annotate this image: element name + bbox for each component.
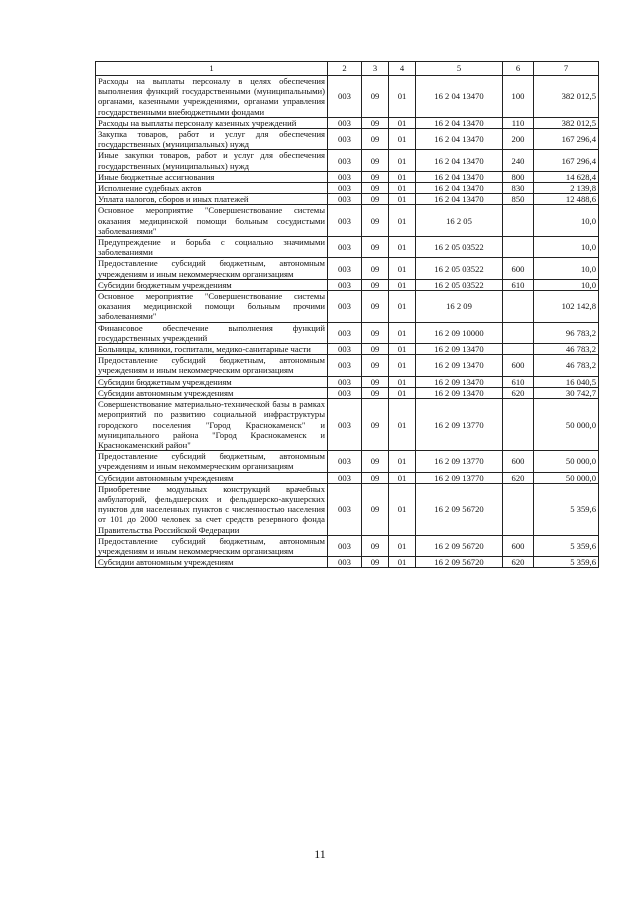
table-row bbox=[96, 291, 599, 323]
row-target-code: 16 2 04 13470 bbox=[416, 76, 503, 118]
row-ministry-code: 003 bbox=[328, 535, 362, 556]
row-name: Больницы, клиники, госпитали, медико-санитарные части bbox=[96, 344, 328, 355]
row-amount: 50 000,0 bbox=[534, 451, 599, 472]
row-subsection-code: 01 bbox=[389, 129, 416, 150]
row-expense-type: 620 bbox=[503, 557, 534, 568]
row-name: Уплата налогов, сборов и иных платежей bbox=[96, 194, 328, 205]
row-amount: 102 142,8 bbox=[534, 291, 599, 323]
row-amount: 167 296,4 bbox=[534, 129, 599, 150]
row-target-code: 16 2 04 13470 bbox=[416, 183, 503, 194]
row-expense-type: 620 bbox=[503, 472, 534, 483]
table-row bbox=[96, 483, 599, 535]
row-name: Финансовое обеспечение выполнения функций государственных учреждений bbox=[96, 322, 328, 343]
row-section-code: 09 bbox=[362, 237, 389, 258]
row-subsection-code: 01 bbox=[389, 376, 416, 387]
row-section-code: 09 bbox=[362, 355, 389, 376]
row-section-code: 09 bbox=[362, 150, 389, 171]
table-row bbox=[96, 399, 599, 451]
row-target-code: 16 2 05 03522 bbox=[416, 258, 503, 279]
header-col-2: 2 bbox=[328, 62, 362, 76]
row-section-code: 09 bbox=[362, 171, 389, 182]
row-amount: 10,0 bbox=[534, 237, 599, 258]
table-row bbox=[96, 205, 599, 237]
row-ministry-code: 003 bbox=[328, 258, 362, 279]
header-col-4: 4 bbox=[389, 62, 416, 76]
row-name: Совершенствование материально-технической базы в рамках мероприятий по развитию социальной инфраструктуры городского поселения "Город Краснокаменск" и муниципального района "Город Краснокаменск и Краснокаменский район" bbox=[96, 399, 328, 451]
row-target-code: 16 2 09 56720 bbox=[416, 483, 503, 535]
table-row bbox=[96, 194, 599, 205]
row-ministry-code: 003 bbox=[328, 399, 362, 451]
row-section-code: 09 bbox=[362, 258, 389, 279]
row-subsection-code: 01 bbox=[389, 76, 416, 118]
row-name: Исполнение судебных актов bbox=[96, 183, 328, 194]
row-target-code: 16 2 05 bbox=[416, 205, 503, 237]
row-subsection-code: 01 bbox=[389, 535, 416, 556]
row-subsection-code: 01 bbox=[389, 322, 416, 343]
row-amount: 382 012,5 bbox=[534, 117, 599, 128]
row-name: Предоставление субсидий бюджетным, автономным учреждениям и иным некоммерческим организациям bbox=[96, 355, 328, 376]
row-name: Предоставление субсидий бюджетным, автономным учреждениям и иным некоммерческим организациям bbox=[96, 535, 328, 556]
row-expense-type: 240 bbox=[503, 150, 534, 171]
row-subsection-code: 01 bbox=[389, 117, 416, 128]
row-name: Иные бюджетные ассигнования bbox=[96, 171, 328, 182]
row-amount: 14 628,4 bbox=[534, 171, 599, 182]
row-amount: 10,0 bbox=[534, 279, 599, 290]
table-row bbox=[96, 451, 599, 472]
table-row bbox=[96, 557, 599, 568]
row-section-code: 09 bbox=[362, 472, 389, 483]
row-ministry-code: 003 bbox=[328, 483, 362, 535]
row-section-code: 09 bbox=[362, 557, 389, 568]
row-expense-type: 110 bbox=[503, 117, 534, 128]
row-ministry-code: 003 bbox=[328, 237, 362, 258]
table-row bbox=[96, 355, 599, 376]
row-section-code: 09 bbox=[362, 279, 389, 290]
row-section-code: 09 bbox=[362, 483, 389, 535]
row-amount: 16 040,5 bbox=[534, 376, 599, 387]
row-amount: 10,0 bbox=[534, 205, 599, 237]
row-name: Субсидии автономным учреждениям bbox=[96, 472, 328, 483]
row-expense-type bbox=[503, 237, 534, 258]
table-row bbox=[96, 150, 599, 171]
row-target-code: 16 2 04 13470 bbox=[416, 129, 503, 150]
table-header-row bbox=[96, 62, 599, 76]
row-expense-type: 610 bbox=[503, 279, 534, 290]
row-section-code: 09 bbox=[362, 291, 389, 323]
row-name: Субсидии автономным учреждениям bbox=[96, 387, 328, 398]
header-col-5: 5 bbox=[416, 62, 503, 76]
row-amount: 382 012,5 bbox=[534, 76, 599, 118]
row-amount: 167 296,4 bbox=[534, 150, 599, 171]
row-expense-type bbox=[503, 322, 534, 343]
row-section-code: 09 bbox=[362, 451, 389, 472]
row-expense-type bbox=[503, 483, 534, 535]
row-target-code: 16 2 05 03522 bbox=[416, 279, 503, 290]
row-ministry-code: 003 bbox=[328, 129, 362, 150]
row-target-code: 16 2 09 13770 bbox=[416, 399, 503, 451]
row-ministry-code: 003 bbox=[328, 117, 362, 128]
table-row bbox=[96, 76, 599, 118]
header-col-6: 6 bbox=[503, 62, 534, 76]
row-section-code: 09 bbox=[362, 344, 389, 355]
row-target-code: 16 2 09 bbox=[416, 291, 503, 323]
row-target-code: 16 2 09 56720 bbox=[416, 535, 503, 556]
row-amount: 10,0 bbox=[534, 258, 599, 279]
row-ministry-code: 003 bbox=[328, 472, 362, 483]
row-amount: 12 488,6 bbox=[534, 194, 599, 205]
row-section-code: 09 bbox=[362, 194, 389, 205]
row-expense-type: 850 bbox=[503, 194, 534, 205]
row-amount: 96 783,2 bbox=[534, 322, 599, 343]
row-amount: 50 000,0 bbox=[534, 472, 599, 483]
page-number: 11 bbox=[314, 847, 326, 861]
row-target-code: 16 2 04 13470 bbox=[416, 171, 503, 182]
table-row bbox=[96, 171, 599, 182]
row-amount: 5 359,6 bbox=[534, 557, 599, 568]
row-expense-type: 100 bbox=[503, 76, 534, 118]
row-expense-type bbox=[503, 399, 534, 451]
row-ministry-code: 003 bbox=[328, 451, 362, 472]
header-col-3: 3 bbox=[362, 62, 389, 76]
row-name: Расходы на выплаты персоналу казенных учреждений bbox=[96, 117, 328, 128]
row-expense-type bbox=[503, 344, 534, 355]
row-target-code: 16 2 04 13470 bbox=[416, 150, 503, 171]
row-name: Иные закупки товаров, работ и услуг для обеспечения государственных (муниципальных) нужд bbox=[96, 150, 328, 171]
row-subsection-code: 01 bbox=[389, 205, 416, 237]
row-section-code: 09 bbox=[362, 399, 389, 451]
row-subsection-code: 01 bbox=[389, 399, 416, 451]
row-ministry-code: 003 bbox=[328, 291, 362, 323]
row-name: Основное мероприятие "Совершенствование системы оказания медицинской помощи больным сосудистыми заболеваниями" bbox=[96, 205, 328, 237]
row-section-code: 09 bbox=[362, 76, 389, 118]
row-target-code: 16 2 09 13470 bbox=[416, 355, 503, 376]
row-ministry-code: 003 bbox=[328, 183, 362, 194]
row-subsection-code: 01 bbox=[389, 387, 416, 398]
row-target-code: 16 2 04 13470 bbox=[416, 194, 503, 205]
row-expense-type: 200 bbox=[503, 129, 534, 150]
row-subsection-code: 01 bbox=[389, 355, 416, 376]
row-section-code: 09 bbox=[362, 376, 389, 387]
row-name: Приобретение модульных конструкций врачебных амбулаторий, фельдшерских и фельдшерско-акушерских пунктов для населенных пунктов с численностью населения от 101 до 2000 человек за счет средств резервного фонда Правительства Российской Федерации bbox=[96, 483, 328, 535]
row-subsection-code: 01 bbox=[389, 279, 416, 290]
row-amount: 46 783,2 bbox=[534, 355, 599, 376]
row-subsection-code: 01 bbox=[389, 483, 416, 535]
row-ministry-code: 003 bbox=[328, 171, 362, 182]
row-subsection-code: 01 bbox=[389, 194, 416, 205]
table-row bbox=[96, 183, 599, 194]
row-target-code: 16 2 09 56720 bbox=[416, 557, 503, 568]
row-ministry-code: 003 bbox=[328, 194, 362, 205]
table-row bbox=[96, 117, 599, 128]
row-subsection-code: 01 bbox=[389, 344, 416, 355]
row-name: Основное мероприятие "Совершенствование системы оказания медицинской помощи больным прочими заболеваниями" bbox=[96, 291, 328, 323]
row-target-code: 16 2 09 13470 bbox=[416, 387, 503, 398]
row-section-code: 09 bbox=[362, 387, 389, 398]
row-amount: 5 359,6 bbox=[534, 483, 599, 535]
row-expense-type: 800 bbox=[503, 171, 534, 182]
row-ministry-code: 003 bbox=[328, 150, 362, 171]
row-expense-type: 610 bbox=[503, 376, 534, 387]
row-name: Закупка товаров, работ и услуг для обеспечения государственных (муниципальных) нужд bbox=[96, 129, 328, 150]
row-section-code: 09 bbox=[362, 183, 389, 194]
row-name: Субсидии автономным учреждениям bbox=[96, 557, 328, 568]
row-section-code: 09 bbox=[362, 205, 389, 237]
budget-table bbox=[95, 61, 599, 568]
row-amount: 2 139,8 bbox=[534, 183, 599, 194]
table-row bbox=[96, 344, 599, 355]
row-name: Субсидии бюджетным учреждениям bbox=[96, 376, 328, 387]
row-subsection-code: 01 bbox=[389, 472, 416, 483]
row-ministry-code: 003 bbox=[328, 279, 362, 290]
row-amount: 5 359,6 bbox=[534, 535, 599, 556]
row-section-code: 09 bbox=[362, 322, 389, 343]
row-target-code: 16 2 05 03522 bbox=[416, 237, 503, 258]
row-ministry-code: 003 bbox=[328, 387, 362, 398]
row-ministry-code: 003 bbox=[328, 76, 362, 118]
row-subsection-code: 01 bbox=[389, 451, 416, 472]
row-amount: 30 742,7 bbox=[534, 387, 599, 398]
table-row bbox=[96, 472, 599, 483]
row-expense-type: 830 bbox=[503, 183, 534, 194]
table-row bbox=[96, 387, 599, 398]
row-subsection-code: 01 bbox=[389, 150, 416, 171]
row-target-code: 16 2 09 13470 bbox=[416, 344, 503, 355]
table-row bbox=[96, 535, 599, 556]
row-target-code: 16 2 09 13470 bbox=[416, 376, 503, 387]
table-row bbox=[96, 376, 599, 387]
row-subsection-code: 01 bbox=[389, 183, 416, 194]
row-expense-type bbox=[503, 291, 534, 323]
row-subsection-code: 01 bbox=[389, 258, 416, 279]
table-row bbox=[96, 322, 599, 343]
row-name: Расходы на выплаты персоналу в целях обеспечения выполнения функций государственными (муниципальными) органами, казенными учреждениями, органами управления государственными внебюджетными фондами bbox=[96, 76, 328, 118]
row-target-code: 16 2 09 10000 bbox=[416, 322, 503, 343]
row-target-code: 16 2 09 13770 bbox=[416, 472, 503, 483]
table-row bbox=[96, 258, 599, 279]
row-section-code: 09 bbox=[362, 129, 389, 150]
row-target-code: 16 2 09 13770 bbox=[416, 451, 503, 472]
row-amount: 46 783,2 bbox=[534, 344, 599, 355]
row-name: Предоставление субсидий бюджетным, автономным учреждениям и иным некоммерческим организациям bbox=[96, 258, 328, 279]
row-subsection-code: 01 bbox=[389, 557, 416, 568]
row-ministry-code: 003 bbox=[328, 557, 362, 568]
row-section-code: 09 bbox=[362, 117, 389, 128]
row-subsection-code: 01 bbox=[389, 171, 416, 182]
row-expense-type: 600 bbox=[503, 258, 534, 279]
row-subsection-code: 01 bbox=[389, 291, 416, 323]
row-ministry-code: 003 bbox=[328, 376, 362, 387]
header-col-1: 1 bbox=[96, 62, 328, 76]
row-expense-type: 600 bbox=[503, 355, 534, 376]
row-subsection-code: 01 bbox=[389, 237, 416, 258]
header-col-7: 7 bbox=[534, 62, 599, 76]
table-row bbox=[96, 279, 599, 290]
row-name: Предоставление субсидий бюджетным, автономным учреждениям и иным некоммерческим организациям bbox=[96, 451, 328, 472]
row-amount: 50 000,0 bbox=[534, 399, 599, 451]
row-ministry-code: 003 bbox=[328, 205, 362, 237]
row-target-code: 16 2 04 13470 bbox=[416, 117, 503, 128]
row-section-code: 09 bbox=[362, 535, 389, 556]
row-ministry-code: 003 bbox=[328, 322, 362, 343]
row-ministry-code: 003 bbox=[328, 355, 362, 376]
row-expense-type: 620 bbox=[503, 387, 534, 398]
table-row bbox=[96, 237, 599, 258]
row-expense-type: 600 bbox=[503, 451, 534, 472]
row-name: Предупреждение и борьба с социально значимыми заболеваниями bbox=[96, 237, 328, 258]
row-ministry-code: 003 bbox=[328, 344, 362, 355]
table-row bbox=[96, 129, 599, 150]
row-expense-type bbox=[503, 205, 534, 237]
row-expense-type: 600 bbox=[503, 535, 534, 556]
row-name: Субсидии бюджетным учреждениям bbox=[96, 279, 328, 290]
